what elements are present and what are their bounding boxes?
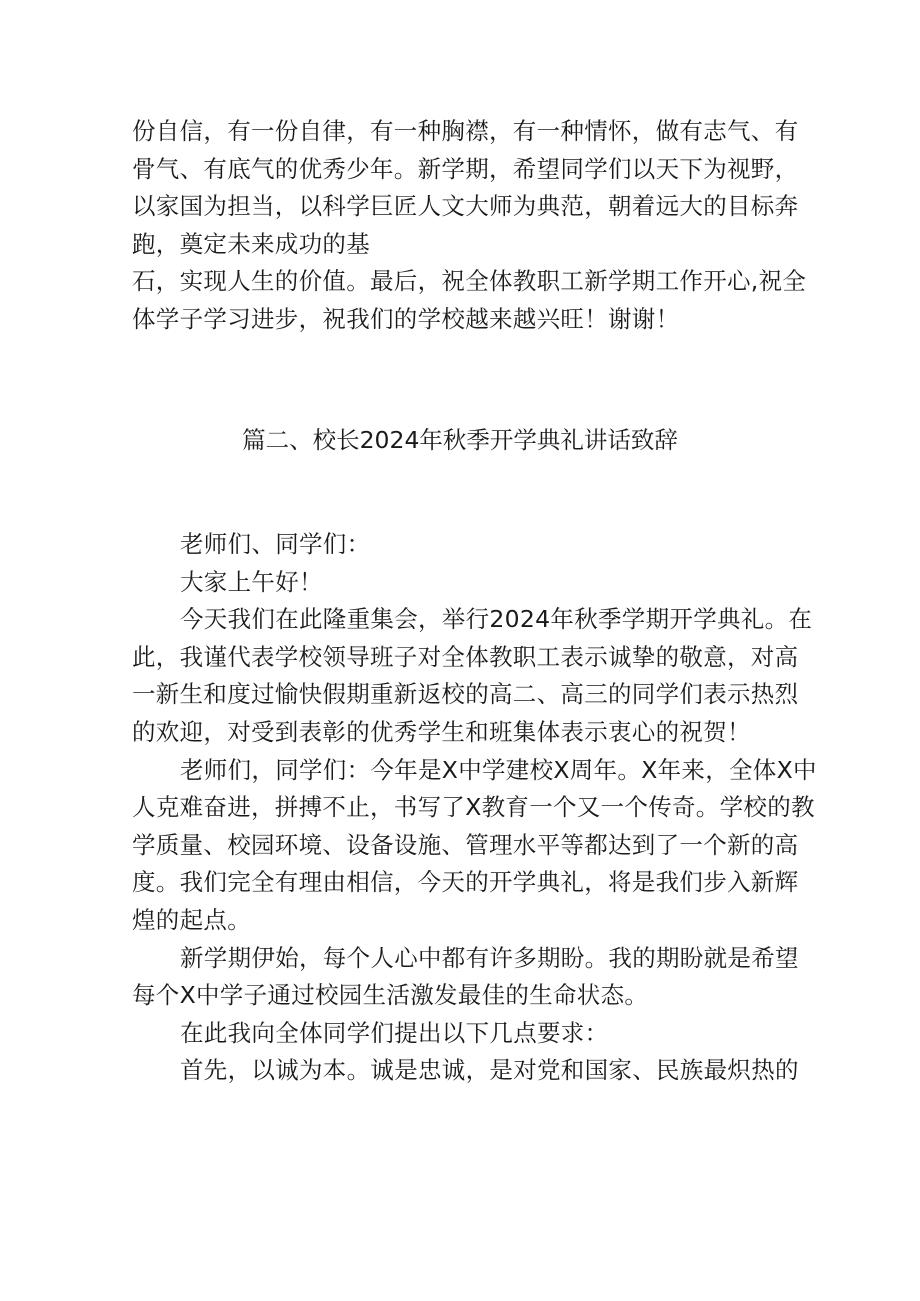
- paragraph-line: 跑，奠定未来成功的基: [132, 229, 370, 258]
- paragraph-line: 在此我向全体同学们提出以下几点要求：: [180, 1018, 609, 1047]
- paragraph-line: 体学子学习进步，祝我们的学校越来越兴旺！谢谢！: [132, 304, 680, 333]
- paragraph-line: 以家国为担当，以科学巨匠人文大师为典范，朝着远大的目标奔: [132, 192, 799, 221]
- paragraph-line: 新学期伊始，每个人心中都有许多期盼。我的期盼就是希望: [180, 943, 799, 972]
- paragraph-line: 首先，以诚为本。诚是忠诚，是对党和国家、民族最炽热的: [180, 1056, 799, 1085]
- section-two: [132, 526, 817, 1090]
- paragraph-line: 煌的起点。: [132, 905, 251, 934]
- paragraph-line: 的欢迎，对受到表彰的优秀学生和班集体表示衷心的祝贺！: [132, 717, 751, 746]
- paragraph-line: 石，实现人生的价值。最后，祝全体教职工新学期工作开心,祝全: [132, 267, 807, 296]
- paragraph-line: 骨气、有底气的优秀少年。新学期，希望同学们以天下为视野，: [132, 154, 799, 183]
- paragraph-line: 一新生和度过愉快假期重新返校的高二、高三的同学们表示热烈: [132, 680, 799, 709]
- section-one: [132, 113, 807, 339]
- paragraph-line: 老师们、同学们：: [180, 530, 371, 558]
- paragraph-line: 今天我们在此隆重集会，举行2024年秋季学期开学典礼。在: [180, 605, 813, 634]
- paragraph-line: 此，我谨代表学校领导班子对全体教职工表示诚挚的敬意，对高: [132, 642, 799, 671]
- paragraph-line: 大家上午好！: [180, 567, 323, 596]
- paragraph-line: 老师们，同学们：今年是X中学建校X周年。X年来，全体X中: [180, 755, 817, 784]
- section-heading: 篇二、校长2024年秋季开学典礼讲话致辞: [242, 426, 678, 454]
- paragraph-line: 人克难奋进，拼搏不止，书写了X教育一个又一个传奇。学校的教: [132, 793, 815, 822]
- paragraph-line: 学质量、校园环境、设备设施、管理水平等都达到了一个新的高: [132, 830, 799, 859]
- paragraph-line: 每个X中学子通过校园生活激发最佳的生命状态。: [132, 981, 649, 1010]
- paragraph-line: 度。我们完全有理由相信，今天的开学典礼，将是我们步入新辉: [132, 868, 799, 897]
- paragraph-line: 份自信，有一份自律，有一种胸襟，有一种情怀，做有志气、有: [132, 117, 799, 145]
